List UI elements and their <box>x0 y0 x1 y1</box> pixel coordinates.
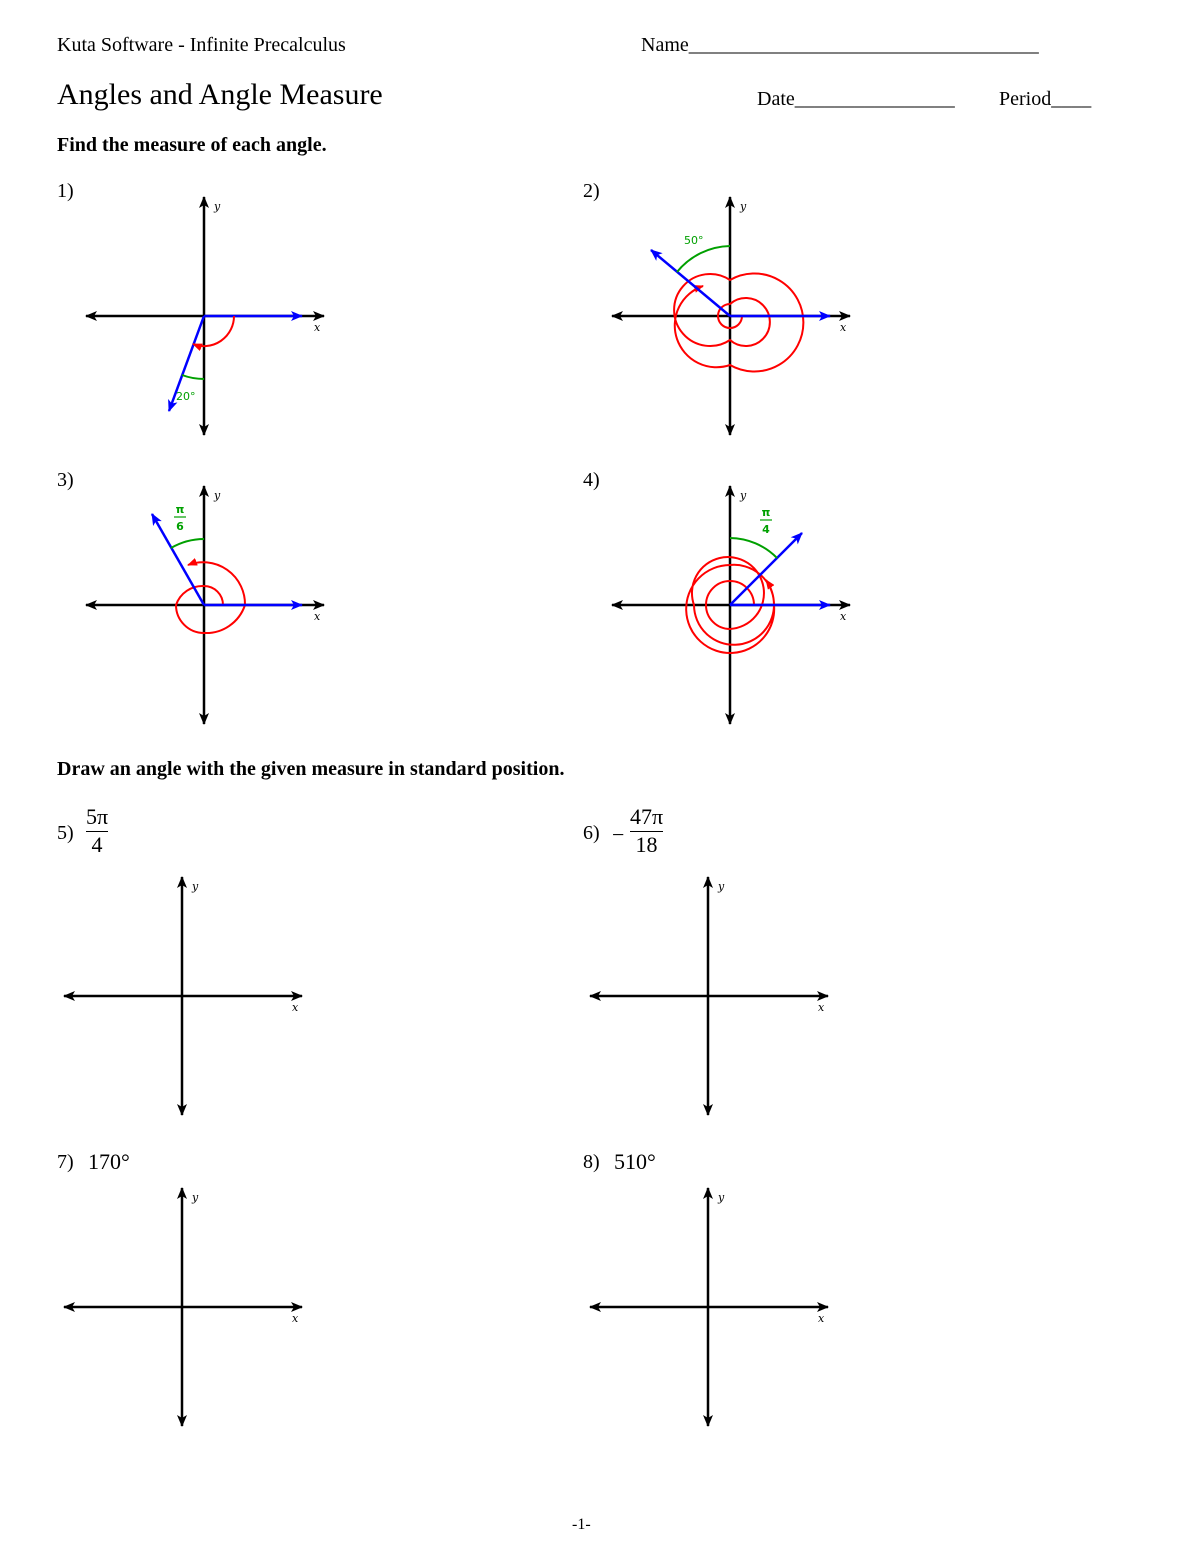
x-axis-label: x <box>292 1312 299 1325</box>
problem-3-number: 3) <box>57 469 74 491</box>
problem-2-number: 2) <box>583 180 600 202</box>
reference-arc <box>677 246 730 272</box>
y-axis-label: y <box>214 200 221 213</box>
source-label: Kuta Software - Infinite Precalculus <box>57 34 346 56</box>
problem-1-graph <box>80 195 330 440</box>
x-axis-label: x <box>818 1312 825 1325</box>
y-axis-label: y <box>192 1191 199 1204</box>
x-axis-label: x <box>314 321 321 334</box>
denominator: 18 <box>635 832 658 857</box>
y-axis-label: y <box>740 489 747 502</box>
denominator: 4 <box>91 832 103 857</box>
problem-8-number: 8) <box>583 1151 600 1173</box>
name-field[interactable]: Name___________________________________ <box>641 34 1039 56</box>
page-number: -1- <box>572 1516 591 1533</box>
y-axis-label: y <box>740 200 747 213</box>
problem-8-graph[interactable] <box>584 1186 834 1431</box>
problem-6-fraction <box>630 806 663 856</box>
reference-angle-label: 20° <box>176 390 196 403</box>
y-axis-label: y <box>718 1191 725 1204</box>
problem-4-number: 4) <box>583 469 600 491</box>
reference-angle-denominator: 6 <box>176 520 184 533</box>
page-title: Angles and Angle Measure <box>57 78 383 111</box>
x-axis-label: x <box>840 610 847 623</box>
reference-arc <box>182 375 204 379</box>
reference-angle-numerator: π <box>761 506 771 519</box>
reference-angle-numerator: π <box>175 503 185 516</box>
y-axis-label: y <box>192 880 199 893</box>
reference-arc <box>171 539 204 548</box>
problem-2-graph <box>606 195 856 440</box>
problem-7-measure: 170° <box>88 1149 130 1174</box>
y-axis-label: y <box>718 880 725 893</box>
section2-instruction: Draw an angle with the given measure in standard position. <box>57 758 565 780</box>
x-axis-label: x <box>314 610 321 623</box>
problem-6-number: 6) <box>583 822 600 844</box>
x-axis-label: x <box>840 321 847 334</box>
reference-angle-denominator: 4 <box>762 523 770 536</box>
problem-7-number: 7) <box>57 1151 74 1173</box>
problem-5-fraction <box>86 806 108 856</box>
reference-arc <box>730 538 777 558</box>
rotation-spiral <box>674 274 803 372</box>
problem-1-number: 1) <box>57 180 74 202</box>
period-field[interactable]: Period____ <box>999 88 1092 110</box>
problem-6-sign: − <box>612 822 625 847</box>
x-axis-label: x <box>292 1001 299 1014</box>
problem-5-number: 5) <box>57 822 74 844</box>
problem-4-graph <box>606 484 856 729</box>
problem-3-graph <box>80 484 330 729</box>
problem-8-measure: 510° <box>614 1149 656 1174</box>
x-axis-label: x <box>818 1001 825 1014</box>
date-field[interactable]: Date________________ <box>757 88 955 110</box>
numerator: 5π <box>86 804 109 829</box>
problem-7-graph[interactable] <box>58 1186 308 1431</box>
y-axis-label: y <box>214 489 221 502</box>
reference-angle-label: 50° <box>684 234 704 247</box>
terminal-side <box>730 533 802 605</box>
section1-instruction: Find the measure of each angle. <box>57 134 327 156</box>
problem-6-graph[interactable] <box>584 875 834 1120</box>
problem-5-graph[interactable] <box>58 875 308 1120</box>
numerator: 47π <box>630 804 664 829</box>
